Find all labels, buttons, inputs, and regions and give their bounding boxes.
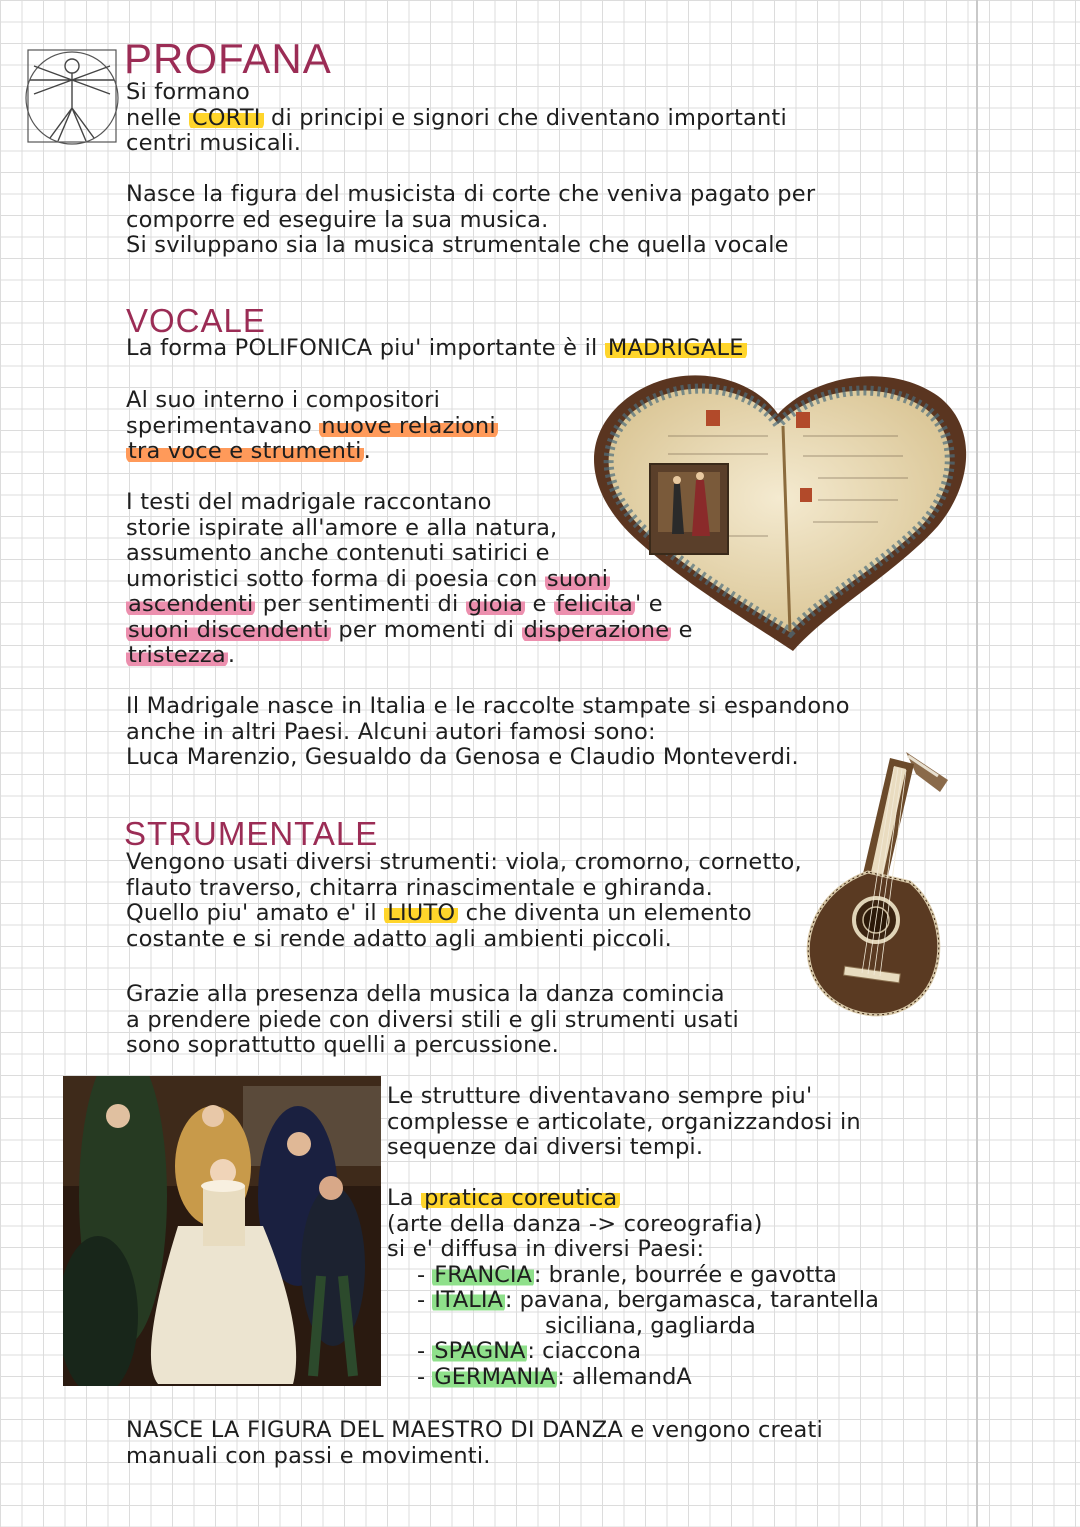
list-item: - ITALIA: pavana, bergamasca, tarantella [417,1287,879,1313]
nuove-relazioni-highlight: nuove relazioni [321,412,496,439]
strumentale-paragraph-1: Vengono usati diversi strumenti: viola, cromorno, cornetto, flauto traverso, chitarra rinascimentale e ghiranda. Quello piu' amato e' il LIUTO che diventa un elemento costante e si rende adatto agli ambienti piccoli. [126,849,802,952]
vitruvian-man-image [22,44,122,148]
renaissance-dance-painting [63,1076,381,1386]
gioia-highlight: gioia [467,591,524,617]
strumentale-paragraph-4: La pratica coreutica (arte della danza -> coreografia) si e' diffusa in diversi Paesi: - FRANCIA: branle, bourrée e gavotta - ITALIA: pavana, bergamasca, tarantella siciliana, gagliarda - SPAGNA: ciaccona - GERMANIA: allemandA [387,1185,879,1390]
lute-image [798,744,963,1022]
suoni-highlight: suoni [546,565,609,592]
vocale-title: VOCALE [126,302,266,339]
profana-paragraph-1: Si formano nelle CORTI di principi e signori che diventano importanti centri musicali. [126,79,787,156]
strumentale-paragraph-2: Grazie alla presenza della musica la danza comincia a prendere piede con diversi stili e gli strumenti usati sono soprattutto quelli a percussione. [126,981,739,1058]
disperazione-highlight: disperazione [523,616,670,643]
voce-strumenti-highlight: tra voce e strumenti [128,438,362,464]
list-item: - GERMANIA: allemandA [417,1363,692,1390]
tristezza-highlight: tristezza [128,642,226,668]
country-highlight: ITALIA [434,1287,503,1313]
list-item-continuation: siciliana, gagliarda [545,1312,756,1339]
country-highlight: FRANCIA [434,1261,532,1288]
notebook-margin-line [976,0,978,1527]
vocale-intro: La forma POLIFONICA piu' importante è il MADRIGALE [126,336,747,362]
vocale-paragraph-2: I testi del madrigale raccontano storie ispirate all'amore e alla natura, assumento anche contenuti satirici e umoristici sotto forma di poesia con suoni ascendenti per sentimenti di gioia e felicita' e suoni discendenti per momenti di disperazione e tristezza. [126,489,693,668]
suoni-discendenti-highlight: suoni discendenti [128,616,330,643]
vocale-paragraph-3: Il Madrigale nasce in Italia e le raccolte stampate si espandono anche in altri Paesi. Alcuni autori famosi sono: Luca Marenzio, Gesualdo da Genosa e Claudio Monteverdi. [126,693,850,770]
strumentale-title: STRUMENTALE [124,815,379,852]
country-highlight: SPAGNA [434,1338,526,1364]
madrigale-highlight: MADRIGALE [605,335,747,361]
profana-title: PROFANA [124,35,332,82]
strumentale-paragraph-3: Le strutture diventavano sempre piu' complesse e articolate, organizzandosi in sequenze dai diversi tempi. [387,1083,861,1160]
pratica-coreutica-highlight: pratica coreutica [421,1185,620,1211]
closing-paragraph: NASCE LA FIGURA DEL MAESTRO DI DANZA e vengono creati manuali con passi e movimenti. [126,1417,823,1469]
vocale-paragraph-1: Al suo interno i compositori sperimentavano nuove relazioni tra voce e strumenti. [126,387,496,464]
country-highlight: GERMANIA [434,1363,556,1390]
corti-highlight: CORTI [189,105,264,131]
profana-paragraph-2: Nasce la figura del musicista di corte che veniva pagato per comporre ed eseguire la sua musica. Si sviluppano sia la musica strumentale che quella vocale [126,181,816,258]
list-item: - FRANCIA: branle, bourrée e gavotta [417,1261,837,1288]
list-item: - SPAGNA: ciaccona [417,1338,642,1364]
felicita-highlight: felicita [555,591,633,617]
ascendenti-highlight: ascendenti [128,591,254,617]
dance-list [387,1263,879,1391]
liuto-highlight: LIUTO [384,900,458,926]
